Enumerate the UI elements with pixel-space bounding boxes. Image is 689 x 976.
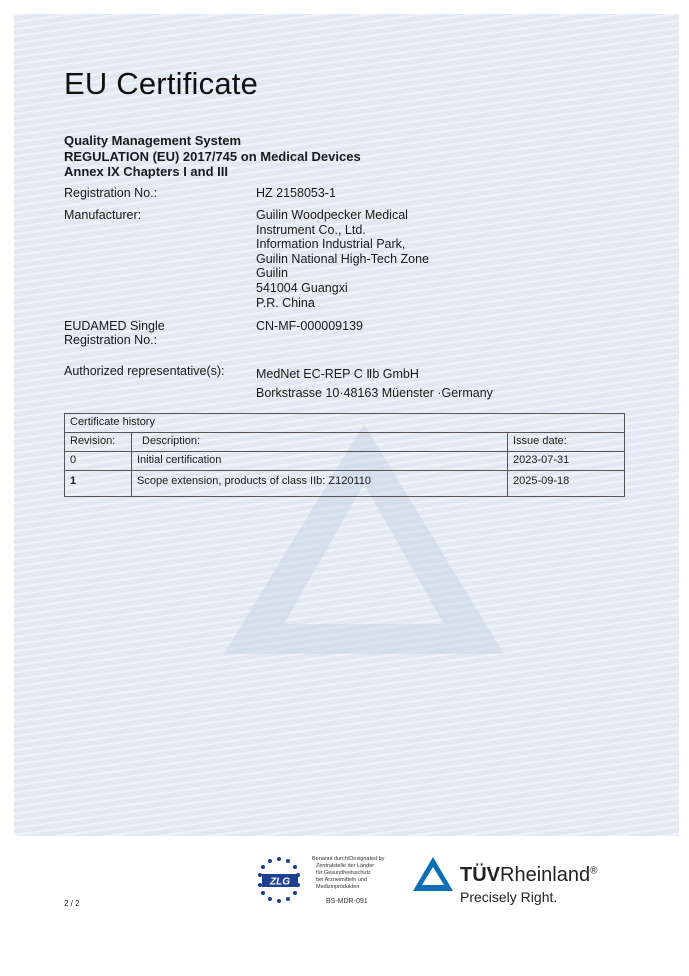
header-description: Description: — [132, 433, 508, 452]
designation-line: bei Arzneimitteln und — [316, 877, 368, 883]
eudamed-value: CN-MF-000009139 — [256, 319, 363, 333]
registered-mark: ® — [590, 865, 598, 877]
issue-date-cell: 2023-07-31 — [508, 452, 625, 471]
zlg-logo — [248, 853, 310, 905]
eudamed-label: EUDAMED Single — [64, 319, 165, 333]
page-title: EU Certificate — [64, 66, 259, 101]
authorized-line: Borkstrasse 10·48163 Müenster ·Germany — [256, 386, 493, 400]
authorized-label: Authorized representative(s): — [64, 364, 225, 378]
manufacturer-line: Guilin Woodpecker Medical — [256, 208, 408, 222]
header-issue-date: Issue date: — [508, 433, 625, 452]
registration-label: Registration No.: — [64, 186, 158, 200]
manufacturer-line: Guilin National High-Tech Zone — [256, 252, 430, 266]
revision-cell: 1 — [65, 471, 132, 497]
eudamed-label: Registration No.: — [64, 333, 158, 347]
table-row — [65, 471, 625, 497]
tuv-brand-rest: Rheinland — [500, 864, 591, 886]
manufacturer-line: Information Industrial Park, — [256, 237, 406, 251]
manufacturer-line: P.R. China — [256, 296, 315, 310]
issue-date-cell: 2025-09-18 — [508, 471, 625, 497]
authorized-line: MedNet EC-REP C Ⅱb GmbH — [256, 367, 419, 381]
subtitle-regulation: REGULATION (EU) 2017/745 on Medical Devices — [64, 149, 361, 164]
designation-line: Benannt durch/Designated by — [312, 856, 385, 862]
tuv-slogan: Precisely Right. — [460, 889, 558, 905]
manufacturer-line: Instrument Co., Ltd. — [256, 223, 366, 237]
registration-value: HZ 2158053-1 — [256, 186, 336, 200]
table-caption: Certificate history — [65, 414, 625, 433]
tuv-brand — [460, 864, 597, 887]
manufacturer-line: 541004 Guangxi — [256, 281, 348, 295]
manufacturer-line: Guilin — [256, 266, 288, 280]
table-row — [65, 452, 625, 471]
zlg-logo-text: ZLG — [270, 876, 290, 888]
subtitle-qms: Quality Management System — [64, 133, 241, 148]
description-cell: Scope extension, products of class IIb: Z120110 — [132, 471, 508, 497]
manufacturer-label: Manufacturer: — [64, 208, 142, 222]
designation-line: Medizinprodukten — [316, 884, 360, 890]
description-cell: Initial certification — [132, 452, 508, 471]
zlg-designation — [312, 856, 384, 891]
tuv-triangle-icon — [412, 856, 454, 892]
tuv-brand-bold: TÜV — [460, 864, 500, 886]
table-header-row — [65, 433, 625, 452]
revision-cell: 0 — [65, 452, 132, 471]
page-number: 2 / 2 — [64, 899, 80, 908]
designation-line: für Gesundheitsschutz — [316, 870, 371, 876]
subtitle-annex: Annex IX Chapters I and III — [64, 164, 228, 179]
certificate-history-table — [64, 413, 625, 497]
designation-line: Zentralstelle der Länder — [316, 863, 375, 869]
zlg-code: BS-MDR-091 — [326, 898, 368, 905]
header-revision: Revision: — [65, 433, 132, 452]
